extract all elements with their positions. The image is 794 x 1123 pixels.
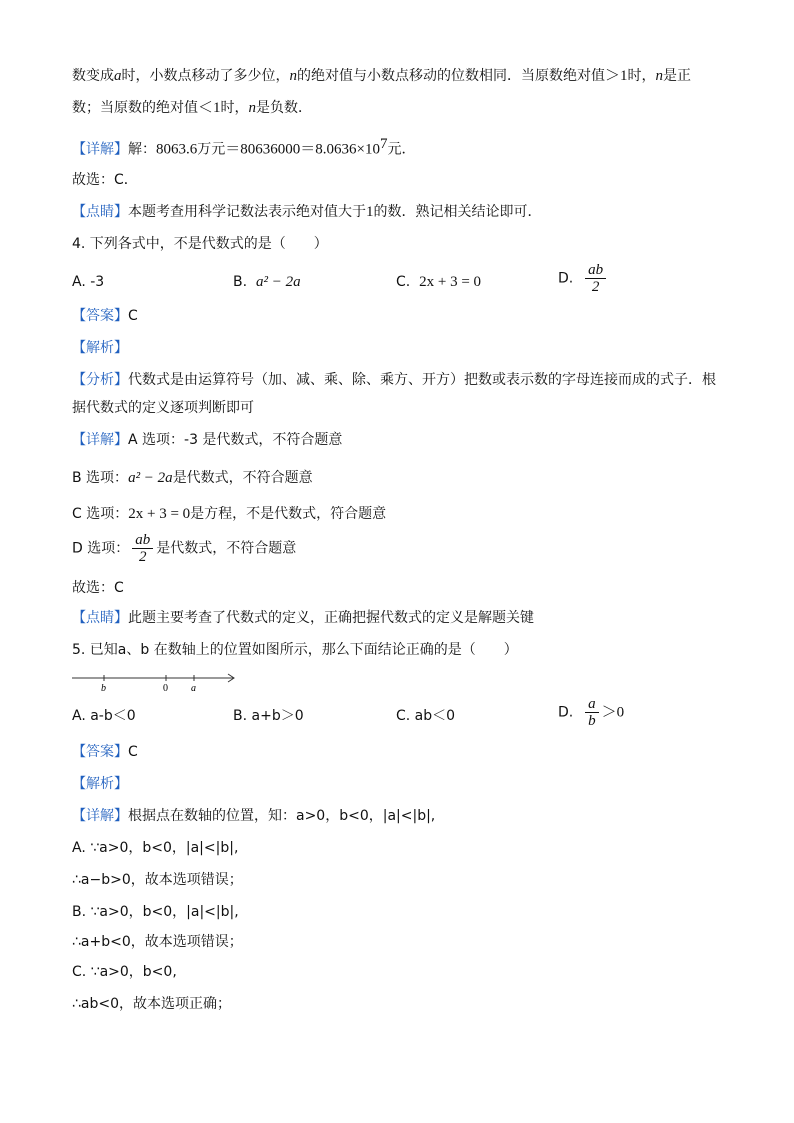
q5-option-b: B. a+b＞0 xyxy=(233,708,304,724)
var-n: n xyxy=(248,100,257,116)
text: 的绝对值与小数点移动的位数相同．当原数绝对值 xyxy=(297,68,605,84)
text: A 选项：-3 是代数式，不符合题意 xyxy=(128,432,343,448)
label: D. xyxy=(558,704,574,721)
q5-option-c: C. ab＜0 xyxy=(396,708,456,724)
q5-option-a: A. a-b＜0 xyxy=(72,708,136,724)
label: D. xyxy=(558,270,574,287)
label-a: a xyxy=(191,683,196,694)
math-lt1: ＜1 xyxy=(198,100,221,116)
answer: C xyxy=(128,744,138,760)
text: 代数式是由运算符号（加、减、乘、除、乘方、开方）把数或表示数的字母连接而成的式子．根 xyxy=(128,372,716,388)
q4-option-b xyxy=(233,272,301,292)
analyze-tag: 【分析】 xyxy=(72,372,128,388)
text: 是代数式，不符合题意 xyxy=(172,470,313,486)
text: 时，小数点移动了多少位， xyxy=(121,68,290,84)
q4-analyze-line-1 xyxy=(72,370,716,390)
fraction xyxy=(585,262,606,295)
intro-line-2 xyxy=(72,98,312,118)
q5-line-1: A. ∵a>0，b<0，|a|<|b|, xyxy=(72,840,239,856)
label: B. xyxy=(233,274,248,290)
text: 万元 xyxy=(197,141,226,158)
denominator: 2 xyxy=(138,549,147,565)
math: 8063.6 xyxy=(156,141,198,158)
fraction xyxy=(585,696,599,729)
q4-analyze-line-2: 据代数式的定义逐项判断即可 xyxy=(72,400,254,416)
detail-tag: 【详解】 xyxy=(72,141,128,158)
answer-tag: 【答案】 xyxy=(72,308,128,324)
q5-answer-line xyxy=(72,742,138,762)
text: B 选项： xyxy=(72,470,129,486)
math: ＞0 xyxy=(601,704,625,721)
text: 时， xyxy=(220,100,249,116)
answer-tag: 【答案】 xyxy=(72,744,128,760)
q5-line-3: B. ∵a>0，b<0，|a|<|b|, xyxy=(72,904,239,920)
exponent: 7 xyxy=(379,136,388,152)
text: 元． xyxy=(387,141,416,158)
text: 是方程，不是代数式，符合题意 xyxy=(190,506,387,522)
q4-detail-d xyxy=(72,532,296,565)
text: 数；当原数的绝对值 xyxy=(72,100,198,116)
text: 时， xyxy=(627,68,656,84)
text: C 选项： xyxy=(72,506,129,522)
text: 根据点在数轴的位置，知：a>0，b<0，|a|<|b|, xyxy=(128,808,436,824)
text: 的数．熟记相关结论即可． xyxy=(373,204,542,220)
text: 是负数． xyxy=(256,100,313,116)
numerator: a xyxy=(585,696,599,713)
math: 2x + 3 = 0 xyxy=(128,506,191,522)
number-line xyxy=(70,670,240,694)
text: D 选项： xyxy=(72,540,130,557)
q5-analysis-tag xyxy=(72,774,128,794)
q4-analysis-tag xyxy=(72,338,128,358)
q5-detail xyxy=(72,806,435,826)
fraction xyxy=(132,532,153,565)
label-0: 0 xyxy=(163,683,168,694)
math: 1 xyxy=(366,204,374,220)
q5-line-6: ∴ab<0，故本选项正确； xyxy=(72,996,232,1012)
analysis-tag: 【解析】 xyxy=(72,776,128,792)
math: a² − 2a xyxy=(255,274,301,290)
q4-option-c xyxy=(396,272,481,292)
math: ＝80636000＝8.0636×10 xyxy=(225,141,380,158)
var-n: n xyxy=(289,68,297,84)
numerator: ab xyxy=(132,532,153,549)
intro-line-1 xyxy=(72,66,691,86)
q4-note xyxy=(72,608,534,628)
label: C. xyxy=(396,274,411,290)
text: 是代数式，不符合题意 xyxy=(156,540,297,557)
q4-detail-b xyxy=(72,468,313,488)
detail-tag: 【详解】 xyxy=(72,808,128,824)
denominator: b xyxy=(588,713,596,729)
q5-stem: 5. 已知a、b 在数轴上的位置如图所示，那么下面结论正确的是（ ） xyxy=(72,642,518,658)
math: a² − 2a xyxy=(128,470,173,486)
text: 数变成 xyxy=(72,68,114,84)
note-tag: 【点睛】 xyxy=(72,204,128,220)
text: 此题主要考查了代数式的定义，正确把握代数式的定义是解题关键 xyxy=(128,610,534,626)
q5-line-2: ∴a−b>0，故本选项错误； xyxy=(72,872,243,888)
q4-detail-a xyxy=(72,430,342,450)
label-b: b xyxy=(101,683,106,694)
q4-stem: 4. 下列各式中，不是代数式的是（ ） xyxy=(72,236,328,252)
q3-detail-line xyxy=(72,134,415,160)
q4-option-a: A. -3 xyxy=(72,274,105,290)
numerator: ab xyxy=(585,262,606,279)
q5-line-5: C. ∵a>0，b<0, xyxy=(72,964,177,980)
var-n: n xyxy=(655,68,664,84)
q4-option-d xyxy=(558,262,609,295)
q3-answer-line: 故选：C． xyxy=(72,172,138,188)
analysis-tag: 【解析】 xyxy=(72,340,128,356)
text: 解： xyxy=(128,141,156,158)
q5-option-d xyxy=(558,696,624,729)
q5-line-4: ∴a+b<0，故本选项错误； xyxy=(72,934,243,950)
text: 是正 xyxy=(663,68,692,84)
math: 2x + 3 = 0 xyxy=(419,274,482,290)
math-gt1: ＞1 xyxy=(605,68,628,84)
denominator: 2 xyxy=(591,279,600,295)
q4-final: 故选：C xyxy=(72,580,124,596)
note-tag: 【点睛】 xyxy=(72,610,128,626)
text: 本题考查用科学记数法表示绝对值大于 xyxy=(128,204,366,220)
q4-detail-c xyxy=(72,504,386,524)
var-a: a xyxy=(114,68,122,84)
q4-answer-line xyxy=(72,306,138,326)
q3-note-line xyxy=(72,202,542,222)
detail-tag: 【详解】 xyxy=(72,432,128,448)
answer: C xyxy=(128,308,138,324)
